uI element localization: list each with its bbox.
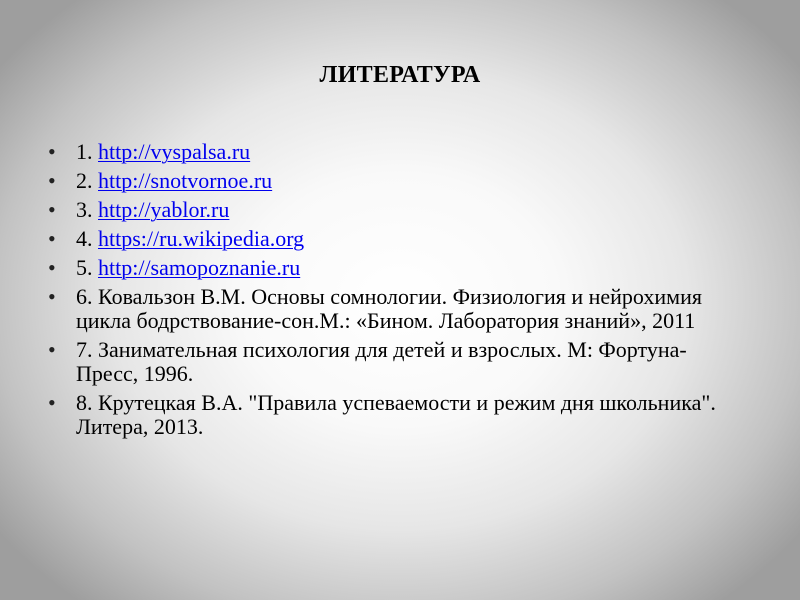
bullet-icon: •	[48, 255, 56, 280]
literature-list	[48, 140, 748, 444]
bullet-icon: •	[48, 390, 56, 415]
bullet-icon: •	[48, 284, 56, 309]
reference-text: 8. Крутецкая В.А. "Правила успеваемости и режим дня школьника". Литера, 2013.	[76, 390, 716, 439]
reference-text: 7. Занимательная психология для детей и взрослых. М: Фортуна-Пресс, 1996.	[76, 337, 687, 386]
item-number: 5.	[76, 255, 98, 280]
item-number: 3.	[76, 197, 98, 222]
link-yablor[interactable]: http://yablor.ru	[98, 197, 230, 222]
list-item	[48, 140, 748, 164]
list-item	[48, 285, 748, 333]
bullet-icon: •	[48, 226, 56, 251]
list-item	[48, 198, 748, 222]
item-number: 2.	[76, 168, 98, 193]
list-item	[48, 169, 748, 193]
item-number: 1.	[76, 139, 98, 164]
reference-text: 6. Ковальзон В.М. Основы сомнологии. Физиология и нейрохимия цикла бодрствование-сон.М.: «Бином. Лаборатория знаний», 2011	[76, 284, 702, 333]
link-vyspalsa[interactable]: http://vyspalsa.ru	[98, 139, 251, 164]
bullet-icon: •	[48, 139, 56, 164]
item-number: 4.	[76, 226, 98, 251]
list-item	[48, 338, 748, 386]
link-snotvornoe[interactable]: http://snotvornoe.ru	[98, 168, 273, 193]
bullet-icon: •	[48, 197, 56, 222]
list-item	[48, 227, 748, 251]
bullet-icon: •	[48, 168, 56, 193]
link-samopoznanie[interactable]: http://samopoznanie.ru	[98, 255, 301, 280]
link-wikipedia[interactable]: https://ru.wikipedia.org	[98, 226, 305, 251]
list-item	[48, 391, 748, 439]
list-item	[48, 256, 748, 280]
bullet-icon: •	[48, 337, 56, 362]
page-title: ЛИТЕРАТУРА	[319, 62, 481, 88]
